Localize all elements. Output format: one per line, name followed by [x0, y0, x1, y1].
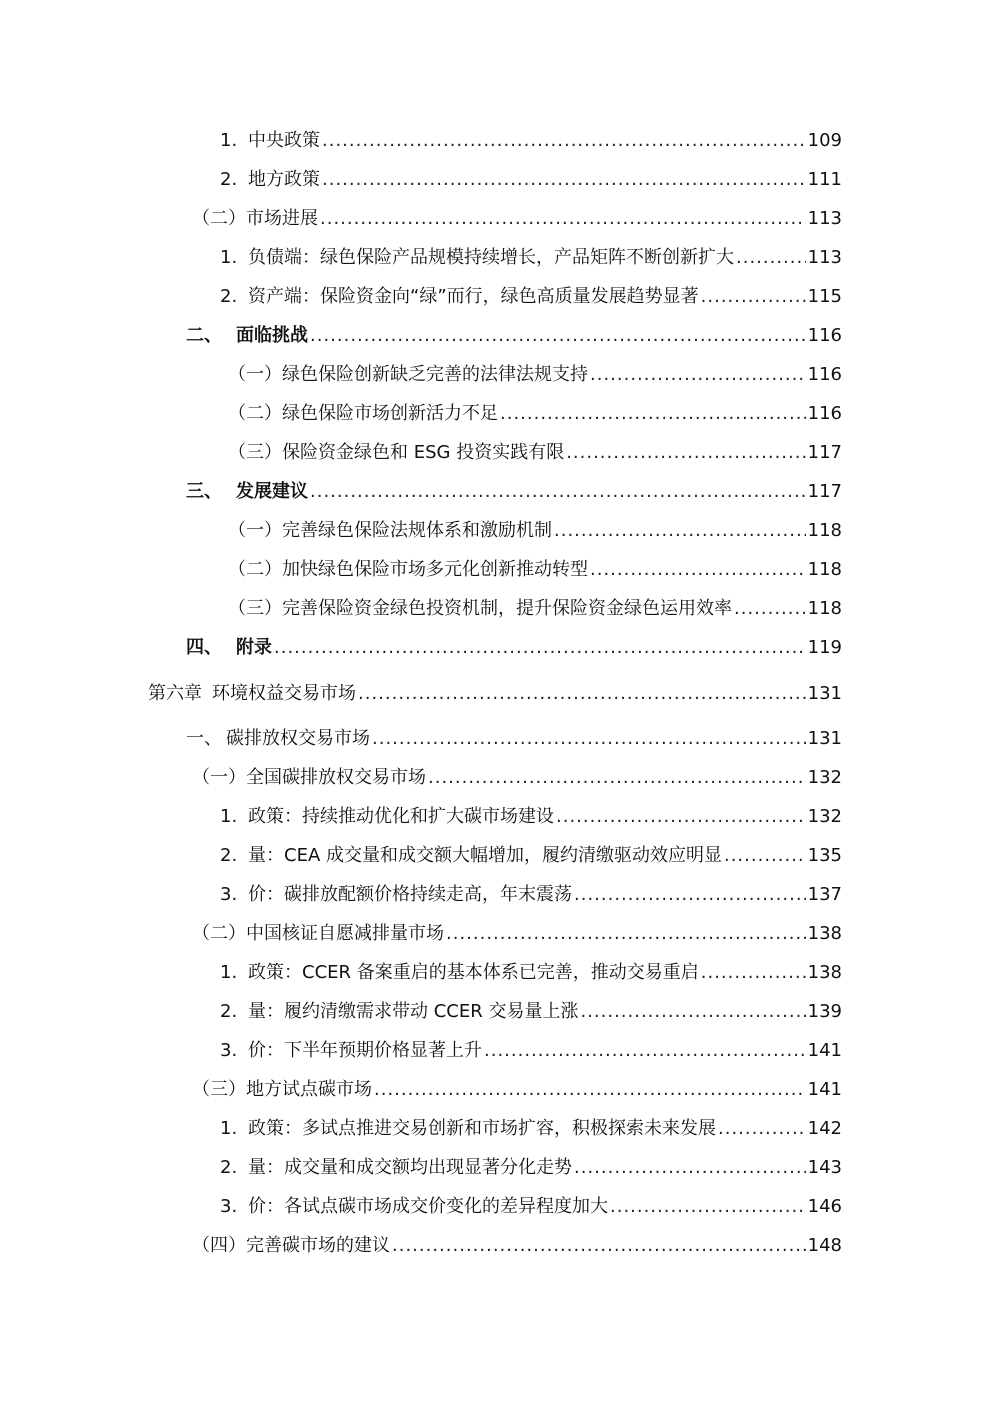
toc-entry[interactable]: [186, 723, 842, 751]
toc-entry[interactable]: [228, 437, 842, 465]
toc-entry-page-number: 118: [807, 520, 842, 541]
dot-leader: [574, 1156, 806, 1180]
toc-entry-number: （一）: [192, 767, 246, 788]
toc-entry-title: 碳排放权交易市场: [226, 728, 370, 749]
toc-entry-page-number: 139: [807, 1001, 842, 1022]
toc-entry[interactable]: [220, 1191, 842, 1219]
toc-entry-page-number: 113: [807, 247, 842, 268]
toc-entry-page-number: 118: [807, 559, 842, 580]
dot-leader: [374, 1078, 806, 1102]
toc-entry-title: 负债端：绿色保险产品规模持续增长，产品矩阵不断创新扩大: [248, 247, 734, 268]
toc-entry-page-number: 116: [807, 364, 842, 385]
toc-entry-number: （二）: [228, 559, 282, 580]
toc-entry-number: 2.: [220, 169, 238, 190]
toc-entry-page-number: 138: [807, 923, 842, 944]
toc-entry-title: 面临挑战: [236, 325, 308, 346]
toc-entry-number: （三）: [228, 598, 282, 619]
toc-entry-title: 政策：多试点推进交易创新和市场扩容，积极探索未来发展: [248, 1118, 716, 1139]
dot-leader: [701, 285, 806, 309]
dot-leader: [320, 207, 806, 231]
toc-entry[interactable]: [220, 879, 842, 907]
toc-entry-title: 价：下半年预期价格显著上升: [248, 1040, 482, 1061]
toc-entry-page-number: 119: [807, 637, 842, 658]
toc-entry[interactable]: [220, 1035, 842, 1063]
toc-entry-number: 三、: [186, 481, 222, 502]
toc-entry-page-number: 116: [807, 403, 842, 424]
toc-entry-page-number: 148: [807, 1235, 842, 1256]
toc-entry-title: 量：CEA 成交量和成交额大幅增加，履约清缴驱动效应明显: [248, 845, 722, 866]
toc-entry-page-number: 115: [807, 286, 842, 307]
dot-leader: [724, 844, 806, 868]
toc-entry[interactable]: [192, 762, 842, 790]
toc-entry-number: 1.: [220, 130, 238, 151]
dot-leader: [580, 1000, 805, 1024]
toc-entry[interactable]: [148, 678, 842, 706]
dot-leader: [322, 168, 806, 192]
dot-leader: [574, 883, 806, 907]
toc-entry-page-number: 132: [807, 806, 842, 827]
toc-entry-number: 1.: [220, 1118, 238, 1139]
toc-entry-title: 完善保险资金绿色投资机制，提升保险资金绿色运用效率: [282, 598, 732, 619]
toc-entry-page-number: 138: [807, 962, 842, 983]
toc-entry-number: 2.: [220, 1157, 238, 1178]
toc-entry[interactable]: [228, 554, 842, 582]
toc-entry-page-number: 141: [807, 1040, 842, 1061]
dot-leader: [556, 805, 806, 829]
dot-leader: [372, 727, 806, 751]
toc-entry[interactable]: [220, 281, 842, 309]
toc-entry[interactable]: [220, 957, 842, 985]
toc-entry[interactable]: [192, 1230, 842, 1258]
toc-entry-number: （二）: [192, 923, 246, 944]
toc-entry-page-number: 116: [807, 325, 842, 346]
dot-leader: [734, 597, 806, 621]
toc-entry-page-number: 113: [807, 208, 842, 229]
dot-leader: [322, 129, 806, 153]
toc-entry-title: 保险资金绿色和 ESG 投资实践有限: [282, 442, 565, 463]
toc-entry-title: 中央政策: [248, 130, 320, 151]
toc-entry[interactable]: [192, 918, 842, 946]
toc-entry-page-number: 111: [807, 169, 842, 190]
toc-entry-page-number: 143: [807, 1157, 842, 1178]
toc-entry-page-number: 146: [807, 1196, 842, 1217]
toc-entry-number: 一、: [186, 728, 222, 749]
toc-entry[interactable]: [220, 840, 842, 868]
toc-entry[interactable]: [220, 1113, 842, 1141]
toc-entry-title: 加快绿色保险市场多元化创新推动转型: [282, 559, 588, 580]
toc-entry-number: （四）: [192, 1235, 246, 1256]
toc-entry[interactable]: [186, 320, 842, 348]
toc-entry[interactable]: [186, 476, 842, 504]
toc-entry-title: 价：各试点碳市场成交价变化的差异程度加大: [248, 1196, 608, 1217]
toc-entry-title: 地方试点碳市场: [246, 1079, 372, 1100]
dot-leader: [718, 1117, 806, 1141]
toc-entry-number: 第六章: [148, 683, 202, 704]
toc-entry[interactable]: [228, 398, 842, 426]
toc-entry[interactable]: [228, 593, 842, 621]
toc-entry-title: 附录: [236, 637, 272, 658]
dot-leader: [392, 1234, 806, 1258]
toc-entry[interactable]: [192, 1074, 842, 1102]
toc-entry[interactable]: [220, 125, 842, 153]
toc-entry[interactable]: [220, 1152, 842, 1180]
dot-leader: [310, 324, 806, 348]
toc-entry-page-number: 131: [807, 683, 842, 704]
toc-entry-title: 绿色保险市场创新活力不足: [282, 403, 498, 424]
toc-entry-page-number: 109: [807, 130, 842, 151]
toc-entry-title: 市场进展: [246, 208, 318, 229]
toc-entry-page-number: 118: [807, 598, 842, 619]
toc-entry-title: 资产端：保险资金向“绿”而行，绿色高质量发展趋势显著: [248, 286, 699, 307]
toc-entry[interactable]: [220, 164, 842, 192]
toc-entry[interactable]: [220, 801, 842, 829]
dot-leader: [358, 682, 806, 706]
toc-entry-title: 量：履约清缴需求带动 CCER 交易量上涨: [248, 1001, 579, 1022]
toc-entry[interactable]: [192, 203, 842, 231]
toc-entry[interactable]: [220, 996, 842, 1024]
dot-leader: [590, 558, 806, 582]
toc-entry-title: 政策：持续推动优化和扩大碳市场建设: [248, 806, 554, 827]
toc-entry-page-number: 141: [807, 1079, 842, 1100]
toc-entry-number: 2.: [220, 1001, 238, 1022]
toc-entry-page-number: 117: [807, 442, 842, 463]
dot-leader: [274, 636, 806, 660]
dot-leader: [590, 363, 806, 387]
toc-entry-number: 3.: [220, 1196, 238, 1217]
toc-entry-title: 绿色保险创新缺乏完善的法律法规支持: [282, 364, 588, 385]
toc-entry-number: 2.: [220, 845, 238, 866]
dot-leader: [701, 961, 806, 985]
toc-entry[interactable]: [186, 632, 842, 660]
toc-entry-number: 3.: [220, 884, 238, 905]
toc-entry-page-number: 132: [807, 767, 842, 788]
dot-leader: [484, 1039, 806, 1063]
toc-entry-number: 二、: [186, 325, 222, 346]
toc-entry-page-number: 131: [807, 728, 842, 749]
toc-entry-title: 环境权益交易市场: [212, 683, 356, 704]
toc-entry-number: （一）: [228, 520, 282, 541]
toc-entry-number: 2.: [220, 286, 238, 307]
toc-entry-page-number: 117: [807, 481, 842, 502]
toc-entry-number: 1.: [220, 806, 238, 827]
toc-entry-title: 中国核证自愿减排量市场: [246, 923, 444, 944]
toc-entry-title: 价：碳排放配额价格持续走高，年末震荡: [248, 884, 572, 905]
toc-entry-number: （二）: [228, 403, 282, 424]
toc-entry-number: 1.: [220, 247, 238, 268]
toc-entry-number: 四、: [186, 637, 222, 658]
toc-entry-number: （二）: [192, 208, 246, 229]
dot-leader: [428, 766, 806, 790]
toc-entry-title: 完善绿色保险法规体系和激励机制: [282, 520, 552, 541]
dot-leader: [566, 441, 805, 465]
toc-entry-title: 量：成交量和成交额均出现显著分化走势: [248, 1157, 572, 1178]
dot-leader: [610, 1195, 806, 1219]
toc-entry-number: 3.: [220, 1040, 238, 1061]
toc-entry-number: （三）: [228, 442, 282, 463]
toc-entry-title: 政策：CCER 备案重启的基本体系已完善，推动交易重启: [248, 962, 699, 983]
toc-entry-page-number: 137: [807, 884, 842, 905]
toc-entry-number: （一）: [228, 364, 282, 385]
toc-entry-title: 发展建议: [236, 481, 308, 502]
dot-leader: [310, 480, 806, 504]
toc-entry[interactable]: [220, 242, 842, 270]
toc-entry-title: 全国碳排放权交易市场: [246, 767, 426, 788]
dot-leader: [554, 519, 806, 543]
dot-leader: [736, 246, 806, 270]
toc-entry-page-number: 135: [807, 845, 842, 866]
toc-entry-page-number: 142: [807, 1118, 842, 1139]
toc-entry-number: 1.: [220, 962, 238, 983]
dot-leader: [500, 402, 806, 426]
toc-entry[interactable]: [228, 359, 842, 387]
toc-entry[interactable]: [228, 515, 842, 543]
dot-leader: [446, 922, 806, 946]
toc-entry-title: 地方政策: [248, 169, 320, 190]
toc-entry-number: （三）: [192, 1079, 246, 1100]
toc-entry-title: 完善碳市场的建议: [246, 1235, 390, 1256]
